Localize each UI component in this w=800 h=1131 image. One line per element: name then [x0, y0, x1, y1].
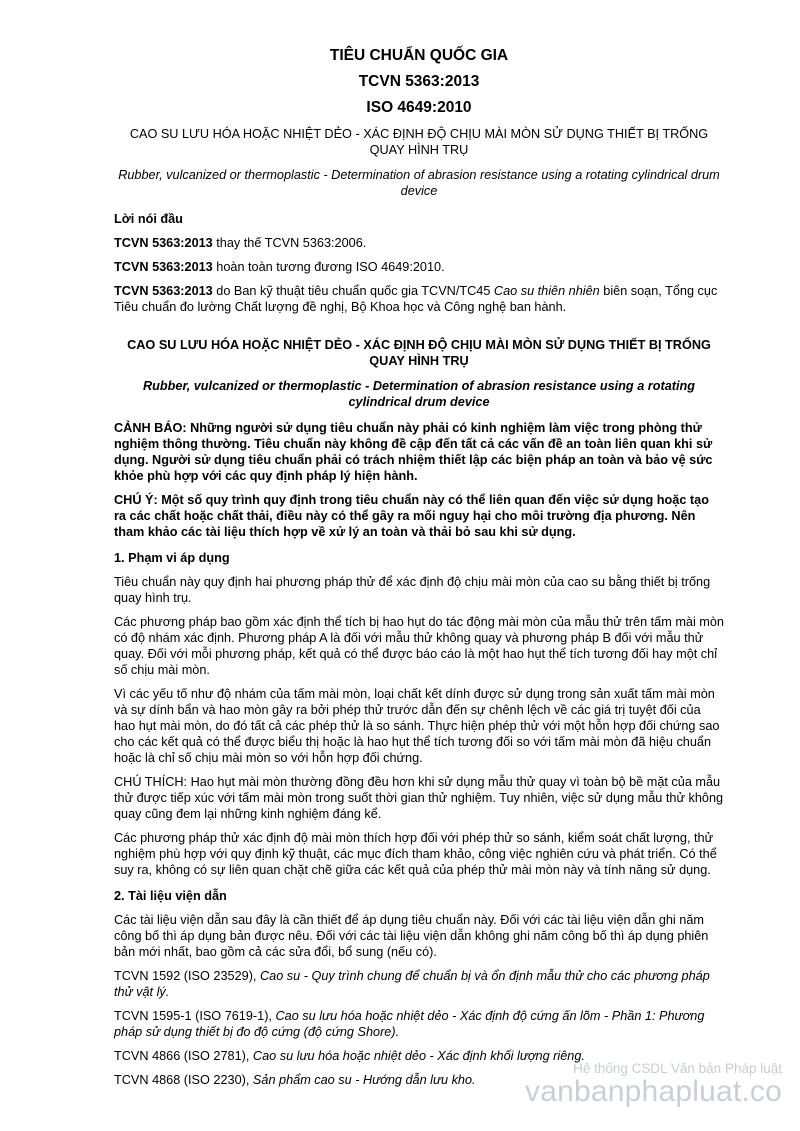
section-1-note: CHÚ THÍCH: Hao hụt mài mòn thường đồng đều hơn khi sử dụng mẫu thử quay vì toàn bộ bề mặt của mẫu thử được tiếp xúc với tấm mài mòn trong suốt thời gian thử nghiệm. Tuy nhiên, việc sử dụng mẫu thử không quay cũng đem lại những kinh nghiệm đáng kể.	[114, 775, 724, 821]
foreword-text: biên soạn, Tổng cục Tiêu chuẩn đo lường Chất lượng đề nghị, Bộ Khoa học và Công nghệ ban hành.	[114, 284, 718, 314]
foreword-text: thay thế TCVN 5363:2006.	[212, 236, 367, 250]
section-1-paragraph: Các phương pháp thử xác định độ mài mòn thích hợp đối với phép thử so sánh, kiểm soát chất lượng, thử nghiệm phù hợp với quy định kỹ thuật, các mục đích tham khảo, công việc nghiên cứu và phát triển. Có thể suy ra, không có sự liên quan chặt chẽ giữa các kết quả của phép thử mài mòn này và tính năng sử dụng.	[114, 831, 717, 877]
standard-name-vi: CAO SU LƯU HÓA HOẶC NHIỆT DẺO - XÁC ĐỊNH ĐỘ CHỊU MÀI MÒN SỬ DỤNG THIẾT BỊ TRỐNG QUAY HÌNH TRỤ	[129, 127, 709, 157]
reference-code: TCVN 4868 (ISO 2230),	[114, 1073, 253, 1087]
foreword-text: hoàn toàn tương đương ISO 4649:2010.	[212, 260, 445, 274]
foreword-code: TCVN 5363:2013	[114, 260, 213, 274]
section-1-paragraph: Tiêu chuẩn này quy định hai phương pháp thử để xác định độ chịu mài mòn của cao su bằng thiết bị trống quay hình trụ.	[114, 575, 711, 605]
section-2-paragraph: Các tài liệu viện dẫn sau đây là cần thiết để áp dụng tiêu chuẩn này. Đối với các tài liệu viện dẫn ghi năm công bố thì áp dụng bản được nêu. Đối với các tài liệu viện dẫn không ghi năm công bố thì áp dụng phiên bản mới nhất, bao gồm cả các sửa đổi, bổ sung (nếu có).	[114, 913, 709, 959]
foreword-text: do Ban kỹ thuật tiêu chuẩn quốc gia TCVN/TC45	[212, 284, 494, 298]
caution-paragraph: CHÚ Ý: Một số quy trình quy định trong tiêu chuẩn này có thể liên quan đến việc sử dụng hoặc tạo ra các chất hoặc chất thải, điều này có thể gây ra mối nguy hại cho môi trường địa phương. Nên tham khảo các tài liệu thích hợp về xử lý an toàn và thải bỏ sau khi sử dụng.	[114, 493, 709, 539]
document-page	[114, 40, 724, 1088]
watermark-caption: Hệ thống CSDL Văn bản Pháp luật	[573, 1061, 782, 1076]
watermark-site: vanbanphapluat.co	[525, 1075, 782, 1108]
reference-item	[114, 968, 724, 1000]
section-1-heading: 1. Phạm vi áp dụng	[114, 551, 230, 565]
reference-title: Cao su lưu hóa hoặc nhiệt dẻo - Xác định độ cứng ấn lõm - Phần 1: Phương pháp sử dụng thiết bị đo độ cứng (độ cứng Shore).	[114, 1009, 705, 1039]
section-2-heading: 2. Tài liệu viện dẫn	[114, 889, 227, 903]
foreword-paragraph-1	[114, 235, 724, 251]
standard-heading: TIÊU CHUẨN QUỐC GIA	[329, 47, 509, 64]
body-title-en: Rubber, vulcanized or thermoplastic - Determination of abrasion resistance using a rotating cylindrical drum device	[142, 379, 696, 409]
warning-paragraph: CẢNH BÁO: Những người sử dụng tiêu chuẩn này phải có kinh nghiệm làm việc trong phòng thử nghiệm thông thường. Tiêu chuẩn này không đề cập đến tất cả các vấn đề an toàn liên quan khi sử dụng. Người sử dụng tiêu chuẩn phải có trách nhiệm thiết lập các biện pháp an toàn và bảo vệ sức khỏe phù hợp với các quy định pháp lý hiện hành.	[114, 421, 713, 483]
standard-code: TCVN 5363:2013	[358, 73, 480, 90]
reference-item	[114, 1008, 724, 1040]
reference-code: TCVN 1595-1 (ISO 7619-1),	[114, 1009, 276, 1023]
foreword-committee-name: Cao su thiên nhiên	[493, 284, 600, 298]
foreword-paragraph-2	[114, 259, 724, 275]
foreword-heading: Lời nói đầu	[114, 212, 183, 226]
iso-code: ISO 4649:2010	[366, 99, 472, 116]
body-title-vi: CAO SU LƯU HÓA HOẶC NHIỆT DẺO - XÁC ĐỊNH ĐỘ CHỊU MÀI MÒN SỬ DỤNG THIẾT BỊ TRỐNG QUAY HÌNH TRỤ	[127, 338, 711, 368]
foreword-code: TCVN 5363:2013	[114, 284, 213, 298]
reference-title: Cao su lưu hóa hoặc nhiệt dẻo - Xác định khối lượng riêng.	[252, 1049, 585, 1063]
reference-title: Cao su - Quy trình chung để chuẩn bị và ổn định mẫu thử cho các phương pháp thử vật lý.	[114, 969, 710, 999]
section-1-paragraph: Các phương pháp bao gồm xác định thể tích bị hao hụt do tác động mài mòn của mẫu thử trên tấm mài mòn có độ nhám xác định. Phương pháp A là đối với mẫu thử không quay và phương pháp B đối với mẫu thử quay. Đối với mỗi phương pháp, kết quả có thể được báo cáo là một hao hụt thể tích tương đối hay một chỉ số chịu mài mòn.	[114, 615, 724, 677]
reference-code: TCVN 1592 (ISO 23529),	[114, 969, 260, 983]
standard-name-en: Rubber, vulcanized or thermoplastic - Determination of abrasion resistance using a rotating cylindrical drum device	[118, 168, 720, 198]
reference-code: TCVN 4866 (ISO 2781),	[114, 1049, 253, 1063]
reference-title: Sản phẩm cao su - Hướng dẫn lưu kho.	[252, 1073, 476, 1087]
foreword-paragraph-3	[114, 283, 724, 315]
foreword-code: TCVN 5363:2013	[114, 236, 213, 250]
section-1-paragraph: Vì các yếu tố như độ nhám của tấm mài mòn, loại chất kết dính được sử dụng trong sản xuất tấm mài mòn và sự dính bẩn và hao mòn gây ra bởi phép thử trước dẫn đến sự chênh lệch về các giá trị tuyệt đối của hao hụt mài mòn, do đó tất cả các phép thử là so sánh. Thực hiện phép thử với một hỗn hợp đối chứng sao cho các kết quả có thể được biểu thị hoặc là hao hụt thể tích tương đối so với tấm mài mòn đã hiệu chuẩn hoặc là chỉ số chịu mài mòn so với hỗn hợp đối chứng.	[114, 687, 720, 765]
